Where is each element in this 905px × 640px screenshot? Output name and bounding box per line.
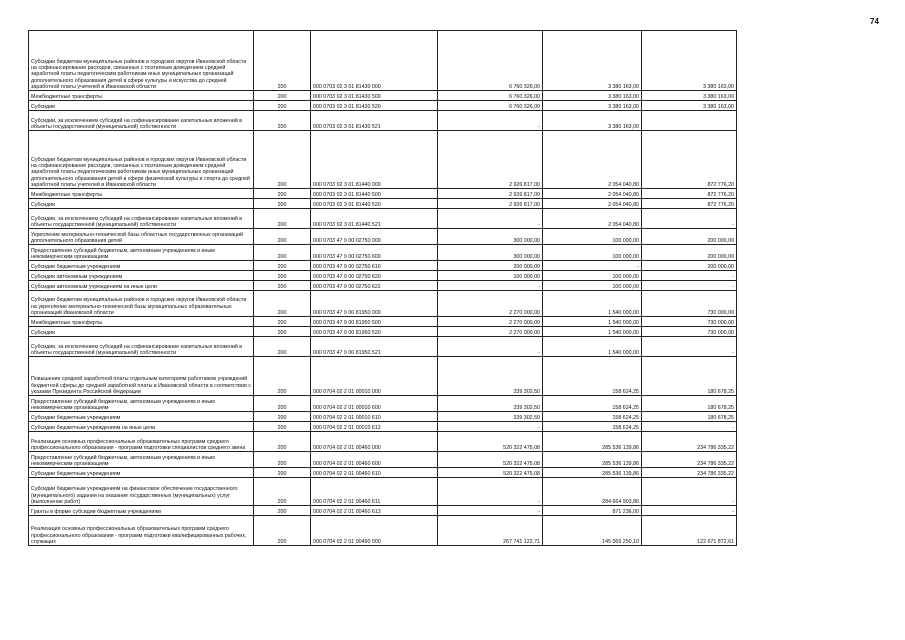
- row-amount-executed-cell: 2 054 040,80: [543, 131, 642, 189]
- table-row: [29, 432, 737, 452]
- row-amount-remaining-cell: 200 000,00: [642, 245, 737, 261]
- row-amount-remaining-cell: 730 000,00: [642, 327, 737, 337]
- table-row: [29, 357, 737, 396]
- row-budget-code-cell: 000 0703 02 3 01 81440 500: [311, 189, 438, 199]
- row-amount-executed-cell: 100 000,00: [543, 245, 642, 261]
- row-admin-code-cell: 200: [254, 229, 311, 245]
- table-row: [29, 516, 737, 546]
- row-amount-plan-cell: 339 302,50: [438, 412, 543, 422]
- row-amount-remaining-cell: 234 786 335,22: [642, 432, 737, 452]
- row-amount-executed-cell: 1 540 000,00: [543, 317, 642, 327]
- row-admin-code-cell: 200: [254, 412, 311, 422]
- row-budget-code-cell: 000 0704 02 2 01 00010 610: [311, 412, 438, 422]
- row-budget-code-cell: 000 0703 47 9 00 81950 500: [311, 317, 438, 327]
- row-name-cell: Гранты в форме субсидии бюджетным учреждениям: [29, 506, 254, 516]
- row-amount-remaining-cell: -: [642, 506, 737, 516]
- row-admin-code-cell: 200: [254, 209, 311, 229]
- row-budget-code-cell: 000 0703 47 9 00 02750 622: [311, 281, 438, 291]
- row-amount-executed-cell: 3 380 163,00: [543, 91, 642, 101]
- row-admin-code-cell: 200: [254, 478, 311, 506]
- row-amount-executed-cell: 145 069 250,10: [543, 516, 642, 546]
- row-budget-code-cell: 000 0704 02 2 01 00460 000: [311, 432, 438, 452]
- row-amount-executed-cell: 285 536 139,86: [543, 432, 642, 452]
- table-row: [29, 189, 737, 199]
- row-amount-plan-cell: 339 302,50: [438, 357, 543, 396]
- table-row: [29, 229, 737, 245]
- row-amount-remaining-cell: 234 786 335,22: [642, 468, 737, 478]
- row-amount-plan-cell: 2 270 000,00: [438, 291, 543, 317]
- row-amount-executed-cell: 2 054 040,80: [543, 199, 642, 209]
- row-name-cell: Реализация основных профессиональных образовательных программ среднего профессионального образования - программ подготовки квалифицированных рабочих, служащих: [29, 516, 254, 546]
- row-budget-code-cell: 000 0704 02 2 01 00460 611: [311, 478, 438, 506]
- row-amount-remaining-cell: 234 786 335,22: [642, 452, 737, 468]
- row-amount-executed-cell: 1 540 000,00: [543, 327, 642, 337]
- table-row: [29, 261, 737, 271]
- row-budget-code-cell: 000 0704 02 2 01 00010 000: [311, 357, 438, 396]
- table-row: [29, 291, 737, 317]
- row-budget-code-cell: 000 0703 47 9 00 81950 521: [311, 337, 438, 357]
- row-amount-plan-cell: 6 760 326,00: [438, 101, 543, 111]
- row-amount-plan-cell: 2 926 817,00: [438, 131, 543, 189]
- row-budget-code-cell: 000 0703 47 9 00 02750 620: [311, 271, 438, 281]
- row-amount-plan-cell: -: [438, 506, 543, 516]
- row-name-cell: Субсидии автономным учреждениям на иные цели: [29, 281, 254, 291]
- table-row: [29, 111, 737, 131]
- row-amount-plan-cell: 300 000,00: [438, 229, 543, 245]
- row-amount-executed-cell: 1 540 000,00: [543, 291, 642, 317]
- row-amount-executed-cell: 871 236,00: [543, 506, 642, 516]
- table-row: [29, 31, 737, 91]
- table-row: [29, 91, 737, 101]
- row-name-cell: Межбюджетные трансферты: [29, 91, 254, 101]
- row-budget-code-cell: 000 0704 02 2 01 00460 610: [311, 468, 438, 478]
- row-amount-executed-cell: 158 624,25: [543, 412, 642, 422]
- row-amount-plan-cell: 100 000,00: [438, 271, 543, 281]
- row-amount-plan-cell: 520 322 475,08: [438, 468, 543, 478]
- row-amount-remaining-cell: 200 000,00: [642, 229, 737, 245]
- row-budget-code-cell: 000 0703 02 3 01 81430 500: [311, 91, 438, 101]
- row-budget-code-cell: 000 0704 02 2 01 00490 000: [311, 516, 438, 546]
- row-admin-code-cell: 200: [254, 261, 311, 271]
- row-admin-code-cell: 200: [254, 506, 311, 516]
- table-row: [29, 396, 737, 412]
- row-amount-plan-cell: 6 760 326,00: [438, 31, 543, 91]
- table-row: [29, 131, 737, 189]
- table-row: [29, 452, 737, 468]
- row-name-cell: Укрепление материально-технической базы областных государственных организаций дополнительного образования детей: [29, 229, 254, 245]
- table-row: [29, 422, 737, 432]
- row-amount-executed-cell: 100 000,00: [543, 229, 642, 245]
- row-admin-code-cell: 200: [254, 452, 311, 468]
- row-amount-executed-cell: 285 536 139,86: [543, 452, 642, 468]
- row-name-cell: Субсидии бюджетам муниципальных районов и городских округов Ивановской области на софинансирование расходов, связанных с поэтапным доведением средней заработной платы педагогическим работникам иных муниципальных организаций дополнительного образования детей в сфере культуры и искусства до средней заработной платы учителей в Ивановской области: [29, 31, 254, 91]
- row-name-cell: Субсидии бюджетам муниципальных районов и городских округов Ивановской области на укрепление материально-технической базы муниципальных образовательных организаций Ивановской области: [29, 291, 254, 317]
- table-row: [29, 478, 737, 506]
- row-amount-plan-cell: -: [438, 478, 543, 506]
- row-budget-code-cell: 000 0703 47 9 00 02750 610: [311, 261, 438, 271]
- table-row: [29, 412, 737, 422]
- row-amount-plan-cell: 2 926 817,00: [438, 189, 543, 199]
- row-amount-executed-cell: 158 624,25: [543, 357, 642, 396]
- row-budget-code-cell: 000 0703 02 3 01 81430 000: [311, 31, 438, 91]
- row-budget-code-cell: 000 0703 47 9 00 81950 000: [311, 291, 438, 317]
- row-amount-remaining-cell: -: [642, 271, 737, 281]
- row-amount-remaining-cell: -: [642, 337, 737, 357]
- page-number: 74: [870, 17, 879, 26]
- table-row: [29, 281, 737, 291]
- row-amount-plan-cell: 300 000,00: [438, 245, 543, 261]
- row-budget-code-cell: 000 0703 02 3 01 81430 520: [311, 101, 438, 111]
- table-row: [29, 317, 737, 327]
- row-amount-plan-cell: 339 302,50: [438, 396, 543, 412]
- row-amount-remaining-cell: 872 776,20: [642, 131, 737, 189]
- row-amount-executed-cell: 2 054 040,80: [543, 209, 642, 229]
- table-row: [29, 337, 737, 357]
- row-amount-remaining-cell: -: [642, 422, 737, 432]
- row-name-cell: Предоставление субсидий бюджетным, автономным учреждениям и иным некоммерческим организациям: [29, 245, 254, 261]
- row-admin-code-cell: 200: [254, 432, 311, 452]
- row-amount-plan-cell: 520 322 475,08: [438, 432, 543, 452]
- table-row: [29, 245, 737, 261]
- row-amount-remaining-cell: [642, 111, 737, 131]
- row-name-cell: Субсидии бюджетным учреждениям на иные цели: [29, 422, 254, 432]
- row-name-cell: Субсидии бюджетным учреждениям: [29, 261, 254, 271]
- row-amount-remaining-cell: 730 000,00: [642, 317, 737, 327]
- row-name-cell: Субсидии, за исключением субсидий на софинансирование капитальных вложений в объекты государственной (муниципальной) собственности: [29, 111, 254, 131]
- row-amount-plan-cell: -: [438, 209, 543, 229]
- row-amount-remaining-cell: 200 000,00: [642, 261, 737, 271]
- row-amount-remaining-cell: 3 380 163,00: [642, 91, 737, 101]
- row-amount-executed-cell: 158 624,25: [543, 396, 642, 412]
- row-budget-code-cell: 000 0703 47 9 00 02750 000: [311, 229, 438, 245]
- row-name-cell: Субсидии бюджетным учреждениям: [29, 468, 254, 478]
- row-amount-plan-cell: 2 926 817,00: [438, 199, 543, 209]
- row-admin-code-cell: 200: [254, 516, 311, 546]
- row-budget-code-cell: 000 0704 02 2 01 00010 600: [311, 396, 438, 412]
- row-amount-remaining-cell: 872 776,20: [642, 189, 737, 199]
- row-amount-plan-cell: 2 270 000,00: [438, 327, 543, 337]
- row-amount-remaining-cell: 3 380 163,00: [642, 101, 737, 111]
- row-budget-code-cell: 000 0703 02 3 01 81430 521: [311, 111, 438, 131]
- row-name-cell: Субсидии: [29, 199, 254, 209]
- row-amount-plan-cell: 267 741 122,71: [438, 516, 543, 546]
- budget-table: [28, 30, 737, 546]
- row-amount-remaining-cell: -: [642, 281, 737, 291]
- row-name-cell: Повышение средней заработной платы отдельным категориям работников учреждений бюджетной сферы до средней заработной платы в Ивановской области в соответствии с указами Президента Российской Федерации: [29, 357, 254, 396]
- row-admin-code-cell: 200: [254, 131, 311, 189]
- row-amount-remaining-cell: 122 671 872,61: [642, 516, 737, 546]
- row-amount-plan-cell: -: [438, 422, 543, 432]
- row-admin-code-cell: 200: [254, 281, 311, 291]
- row-name-cell: Субсидии бюджетным учреждениям на финансовое обеспечение государственного (муниципального) задания на оказание государственных (муниципальных) услуг (выполнение работ): [29, 478, 254, 506]
- row-name-cell: Субсидии, за исключением субсидий на софинансирование капитальных вложений в объекты государственной (муниципальной) собственности: [29, 209, 254, 229]
- row-amount-executed-cell: 3 380 163,00: [543, 31, 642, 91]
- row-admin-code-cell: 200: [254, 189, 311, 199]
- row-admin-code-cell: 200: [254, 396, 311, 412]
- row-amount-remaining-cell: 180 678,25: [642, 357, 737, 396]
- budget-table-body: [29, 31, 737, 546]
- row-budget-code-cell: 000 0703 47 9 00 02750 600: [311, 245, 438, 261]
- row-amount-remaining-cell: 872 776,20: [642, 199, 737, 209]
- table-row: [29, 271, 737, 281]
- row-amount-executed-cell: 3 380 163,00: [543, 101, 642, 111]
- row-name-cell: Субсидии, за исключением субсидий на софинансирование капитальных вложений в объекты государственной (муниципальной) собственности: [29, 337, 254, 357]
- row-amount-executed-cell: -: [543, 261, 642, 271]
- row-name-cell: Субсидии: [29, 101, 254, 111]
- row-amount-remaining-cell: -: [642, 478, 737, 506]
- row-name-cell: Субсидии: [29, 327, 254, 337]
- row-admin-code-cell: 200: [254, 111, 311, 131]
- row-amount-plan-cell: 200 000,00: [438, 261, 543, 271]
- row-admin-code-cell: 200: [254, 31, 311, 91]
- row-amount-executed-cell: 3 380 163,00: [543, 111, 642, 131]
- row-budget-code-cell: 000 0703 02 3 01 81440 000: [311, 131, 438, 189]
- row-admin-code-cell: 200: [254, 245, 311, 261]
- row-amount-executed-cell: 1 540 000,00: [543, 337, 642, 357]
- row-amount-remaining-cell: 180 678,25: [642, 396, 737, 412]
- row-name-cell: Предоставление субсидий бюджетным, автономным учреждениям и иным некоммерческим организациям: [29, 396, 254, 412]
- row-budget-code-cell: 000 0703 47 9 00 81950 520: [311, 327, 438, 337]
- row-admin-code-cell: 200: [254, 337, 311, 357]
- table-row: [29, 101, 737, 111]
- row-amount-plan-cell: 520 322 475,08: [438, 452, 543, 468]
- table-row: [29, 209, 737, 229]
- table-row: [29, 327, 737, 337]
- row-amount-remaining-cell: 730 000,00: [642, 291, 737, 317]
- table-row: [29, 468, 737, 478]
- row-name-cell: Субсидии автономным учреждениям: [29, 271, 254, 281]
- row-name-cell: Субсидии бюджетам муниципальных районов и городских округов Ивановской области на софинансирование расходов, связанных с поэтапным доведением средней заработной платы педагогическим работникам иных муниципальных организаций дополнительного образования детей в сфере физической культуры и спорта до средней заработной платы учителей в Ивановской области: [29, 131, 254, 189]
- row-admin-code-cell: 200: [254, 317, 311, 327]
- row-budget-code-cell: 000 0703 02 3 01 81440 520: [311, 199, 438, 209]
- row-admin-code-cell: 200: [254, 199, 311, 209]
- row-budget-code-cell: 000 0704 02 2 01 00010 612: [311, 422, 438, 432]
- row-amount-executed-cell: 284 664 903,86: [543, 478, 642, 506]
- row-admin-code-cell: 200: [254, 101, 311, 111]
- row-amount-remaining-cell: 180 678,25: [642, 412, 737, 422]
- row-amount-executed-cell: 158 624,25: [543, 422, 642, 432]
- row-amount-remaining-cell: 3 380 163,00: [642, 31, 737, 91]
- row-amount-plan-cell: 2 270 000,00: [438, 317, 543, 327]
- row-admin-code-cell: 200: [254, 422, 311, 432]
- row-budget-code-cell: 000 0704 02 2 01 00460 613: [311, 506, 438, 516]
- row-amount-executed-cell: 100 000,00: [543, 281, 642, 291]
- table-row: [29, 506, 737, 516]
- table-row: [29, 199, 737, 209]
- row-admin-code-cell: 200: [254, 291, 311, 317]
- row-amount-plan-cell: -: [438, 281, 543, 291]
- row-name-cell: Предоставление субсидий бюджетным, автономным учреждениям и иным некоммерческим организациям: [29, 452, 254, 468]
- row-amount-executed-cell: 100 000,00: [543, 271, 642, 281]
- row-admin-code-cell: 200: [254, 271, 311, 281]
- row-amount-executed-cell: 285 536 139,86: [543, 468, 642, 478]
- row-admin-code-cell: 200: [254, 91, 311, 101]
- row-amount-plan-cell: 6 760 326,00: [438, 91, 543, 101]
- row-amount-remaining-cell: -: [642, 209, 737, 229]
- row-amount-executed-cell: 2 054 040,80: [543, 189, 642, 199]
- row-name-cell: Межбюджетные трансферты: [29, 189, 254, 199]
- row-admin-code-cell: 200: [254, 357, 311, 396]
- row-name-cell: Реализация основных профессиональных образовательных программ среднего профессионального образования - программ подготовки специалистов среднего звена: [29, 432, 254, 452]
- row-amount-plan-cell: -: [438, 337, 543, 357]
- row-admin-code-cell: 200: [254, 468, 311, 478]
- row-admin-code-cell: 200: [254, 327, 311, 337]
- row-budget-code-cell: 000 0704 02 2 01 00460 600: [311, 452, 438, 468]
- row-name-cell: Межбюджетные трансферты: [29, 317, 254, 327]
- row-name-cell: Субсидии бюджетным учреждениям: [29, 412, 254, 422]
- row-amount-plan-cell: -: [438, 111, 543, 131]
- row-budget-code-cell: 000 0703 02 3 01 81440 521: [311, 209, 438, 229]
